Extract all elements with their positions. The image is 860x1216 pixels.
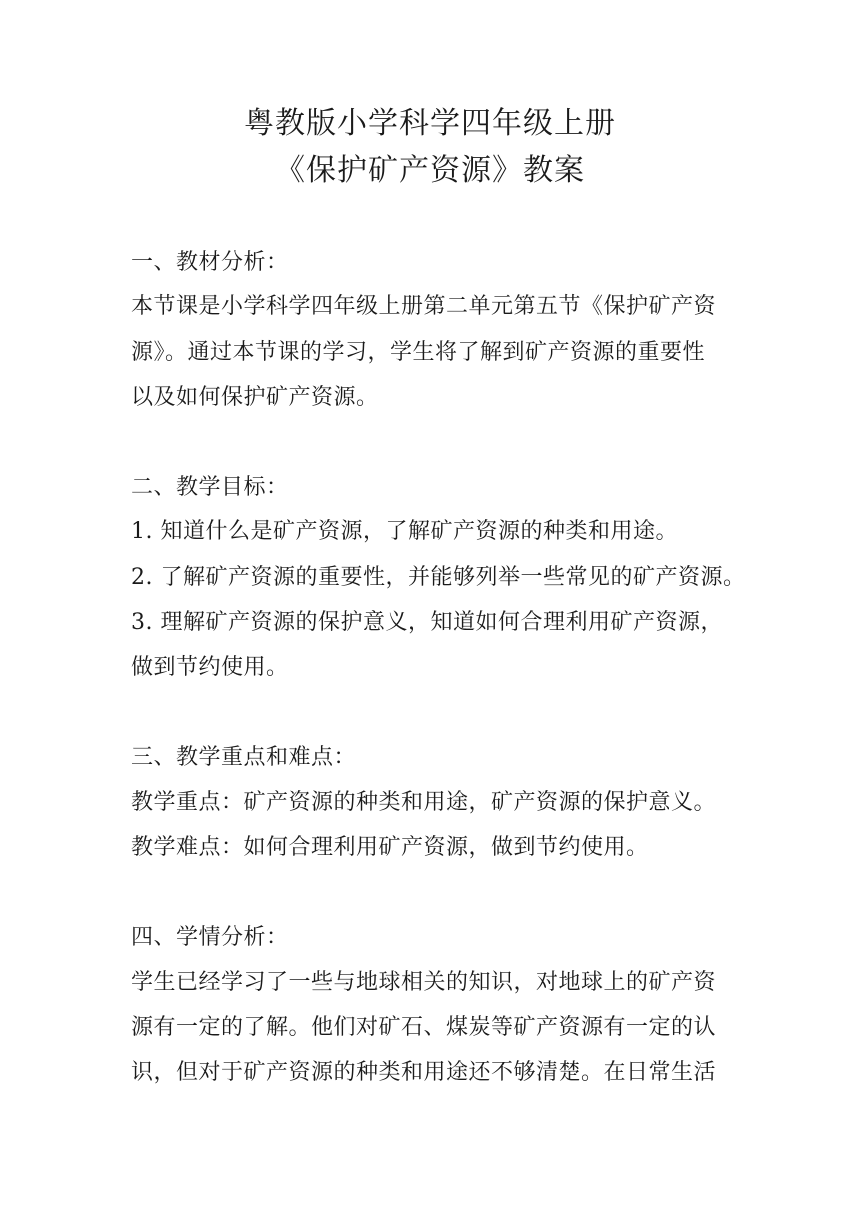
paragraph-line: 以及如何保护矿产资源。 bbox=[131, 385, 379, 410]
section-heading-objectives: 二、教学目标： bbox=[131, 475, 289, 500]
list-item: 3. 理解矿产资源的保护意义，知道如何合理利用矿产资源， bbox=[131, 610, 723, 635]
section-heading-key-points: 三、教学重点和难点： bbox=[131, 745, 357, 770]
section-heading-analysis: 一、教材分析： bbox=[131, 250, 289, 275]
paragraph-line: 源》。通过本节课的学习，学生将了解到矿产资源的重要性 bbox=[131, 340, 706, 365]
paragraph-line: 本节课是小学科学四年级上册第二单元第五节《保护矿产资 bbox=[131, 294, 717, 319]
paragraph-line: 源有一定的了解。他们对矿石、煤炭等矿产资源有一定的认 bbox=[131, 1015, 717, 1040]
paragraph-line: 教学难点：如何合理利用矿产资源，做到节约使用。 bbox=[131, 835, 649, 860]
section-heading-learner-analysis: 四、学情分析： bbox=[131, 925, 289, 950]
document-title-line-1: 粤教版小学科学四年级上册 bbox=[244, 106, 616, 141]
list-item: 2. 了解矿产资源的重要性，并能够列举一些常见的矿产资源。 bbox=[131, 565, 746, 590]
document-title-line-2: 《保护矿产资源》教案 bbox=[275, 153, 585, 188]
list-item-continuation: 做到节约使用。 bbox=[131, 655, 289, 680]
paragraph-line: 教学重点：矿产资源的种类和用途，矿产资源的保护意义。 bbox=[131, 790, 717, 815]
paragraph-line: 学生已经学习了一些与地球相关的知识，对地球上的矿产资 bbox=[131, 970, 717, 995]
paragraph-line: 识，但对于矿产资源的种类和用途还不够清楚。在日常生活 bbox=[131, 1060, 717, 1085]
list-item: 1. 知道什么是矿产资源，了解矿产资源的种类和用途。 bbox=[131, 519, 678, 544]
